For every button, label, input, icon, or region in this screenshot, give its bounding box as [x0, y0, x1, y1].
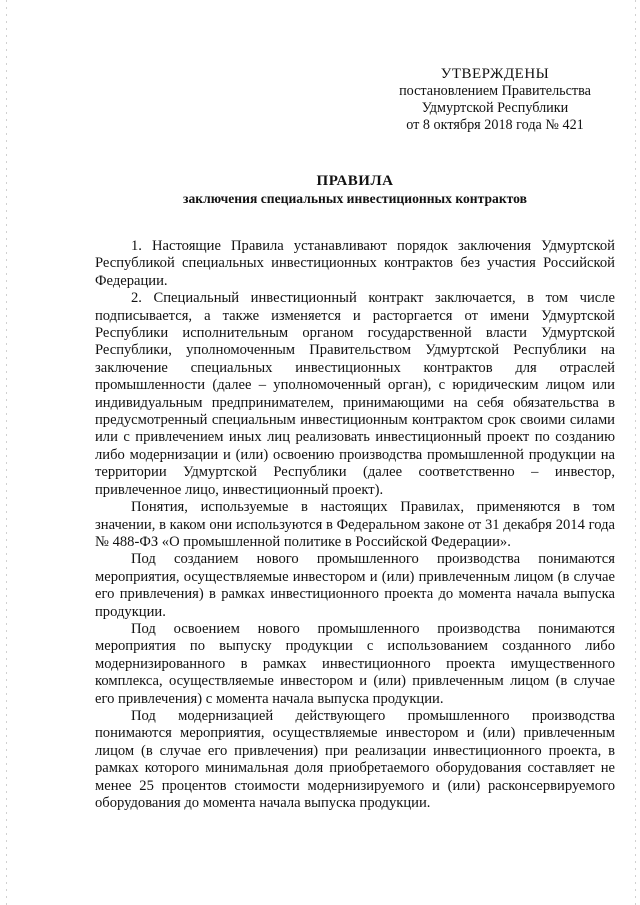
- scan-edge-left: [6, 0, 7, 905]
- approval-line-2: Удмуртской Республики: [421, 100, 569, 116]
- document-heading: [95, 172, 615, 207]
- paragraph-6: Под модернизацией действующего промышленного производства понимаются мероприятия, осуществляемые инвестором и (или) привлеченным лицом (в случае его привлечения) при реализации инвестиционного проекта, в рамках которого минимальная доля приобретаемого оборудования составляет не менее 25 процентов стоимости модернизируемого и (или) расконсервируемого оборудования до момента начала выпуска продукции.: [95, 707, 615, 811]
- approval-line-1: постановлением Правительства: [399, 83, 591, 99]
- document-subtitle: заключения специальных инвестиционных контрактов: [183, 191, 527, 206]
- paragraph-5: Под освоением нового промышленного производства понимаются мероприятия по выпуску продукции с использованием созданного либо модернизированного в рамках инвестиционного проекта имущественного комплекса, осуществляемые инвестором и (или) привлеченным лицом (в случае его привлечения) с момента начала выпуска продукции.: [95, 620, 615, 707]
- paragraph-1: 1. Настоящие Правила устанавливают порядок заключения Удмуртской Республикой специальных инвестиционных контрактов без участия Российской Федерации.: [95, 238, 615, 289]
- document-body: [95, 238, 615, 812]
- scan-edge-right: [635, 0, 636, 905]
- approval-block: [380, 66, 610, 134]
- document-title: ПРАВИЛА: [316, 173, 394, 189]
- paragraph-4: Под созданием нового промышленного производства понимаются мероприятия, осуществляемые инвестором и (или) привлеченным лицом (в случае его привлечения) в рамках инвестиционного проекта до момента начала выпуска продукции.: [95, 551, 615, 620]
- paragraph-2: 2. Специальный инвестиционный контракт заключается, в том числе подписывается, а также изменяется и расторгается от имени Удмуртской Республики исполнительным органом государственной власти Удмуртской Республики, уполномоченным Правительством Удмуртской Республики на заключение специальных инвестиционных контрактов для отраслей промышленности (далее – уполномоченный орган), с юридическим лицом или индивидуальным предпринимателем, принимающими на себя обязательства в предусмотренный специальным инвестиционным контрактом срок своими силами или с привлечением иных лиц реализовать инвестиционный проект по созданию либо модернизации и (или) освоению производства промышленной продукции на территории Удмуртской Республики (далее соответственно – инвестор, привлеченное лицо, инвестиционный проект).: [95, 290, 615, 498]
- approval-title: УТВЕРЖДЕНЫ: [440, 66, 550, 82]
- approval-line-3: от 8 октября 2018 года № 421: [406, 117, 584, 133]
- paragraph-3: Понятия, используемые в настоящих Правилах, применяются в том значении, в каком они используются в Федеральном законе от 31 декабря 2014 года № 488-ФЗ «О промышленной политике в Российской Федерации».: [95, 499, 615, 550]
